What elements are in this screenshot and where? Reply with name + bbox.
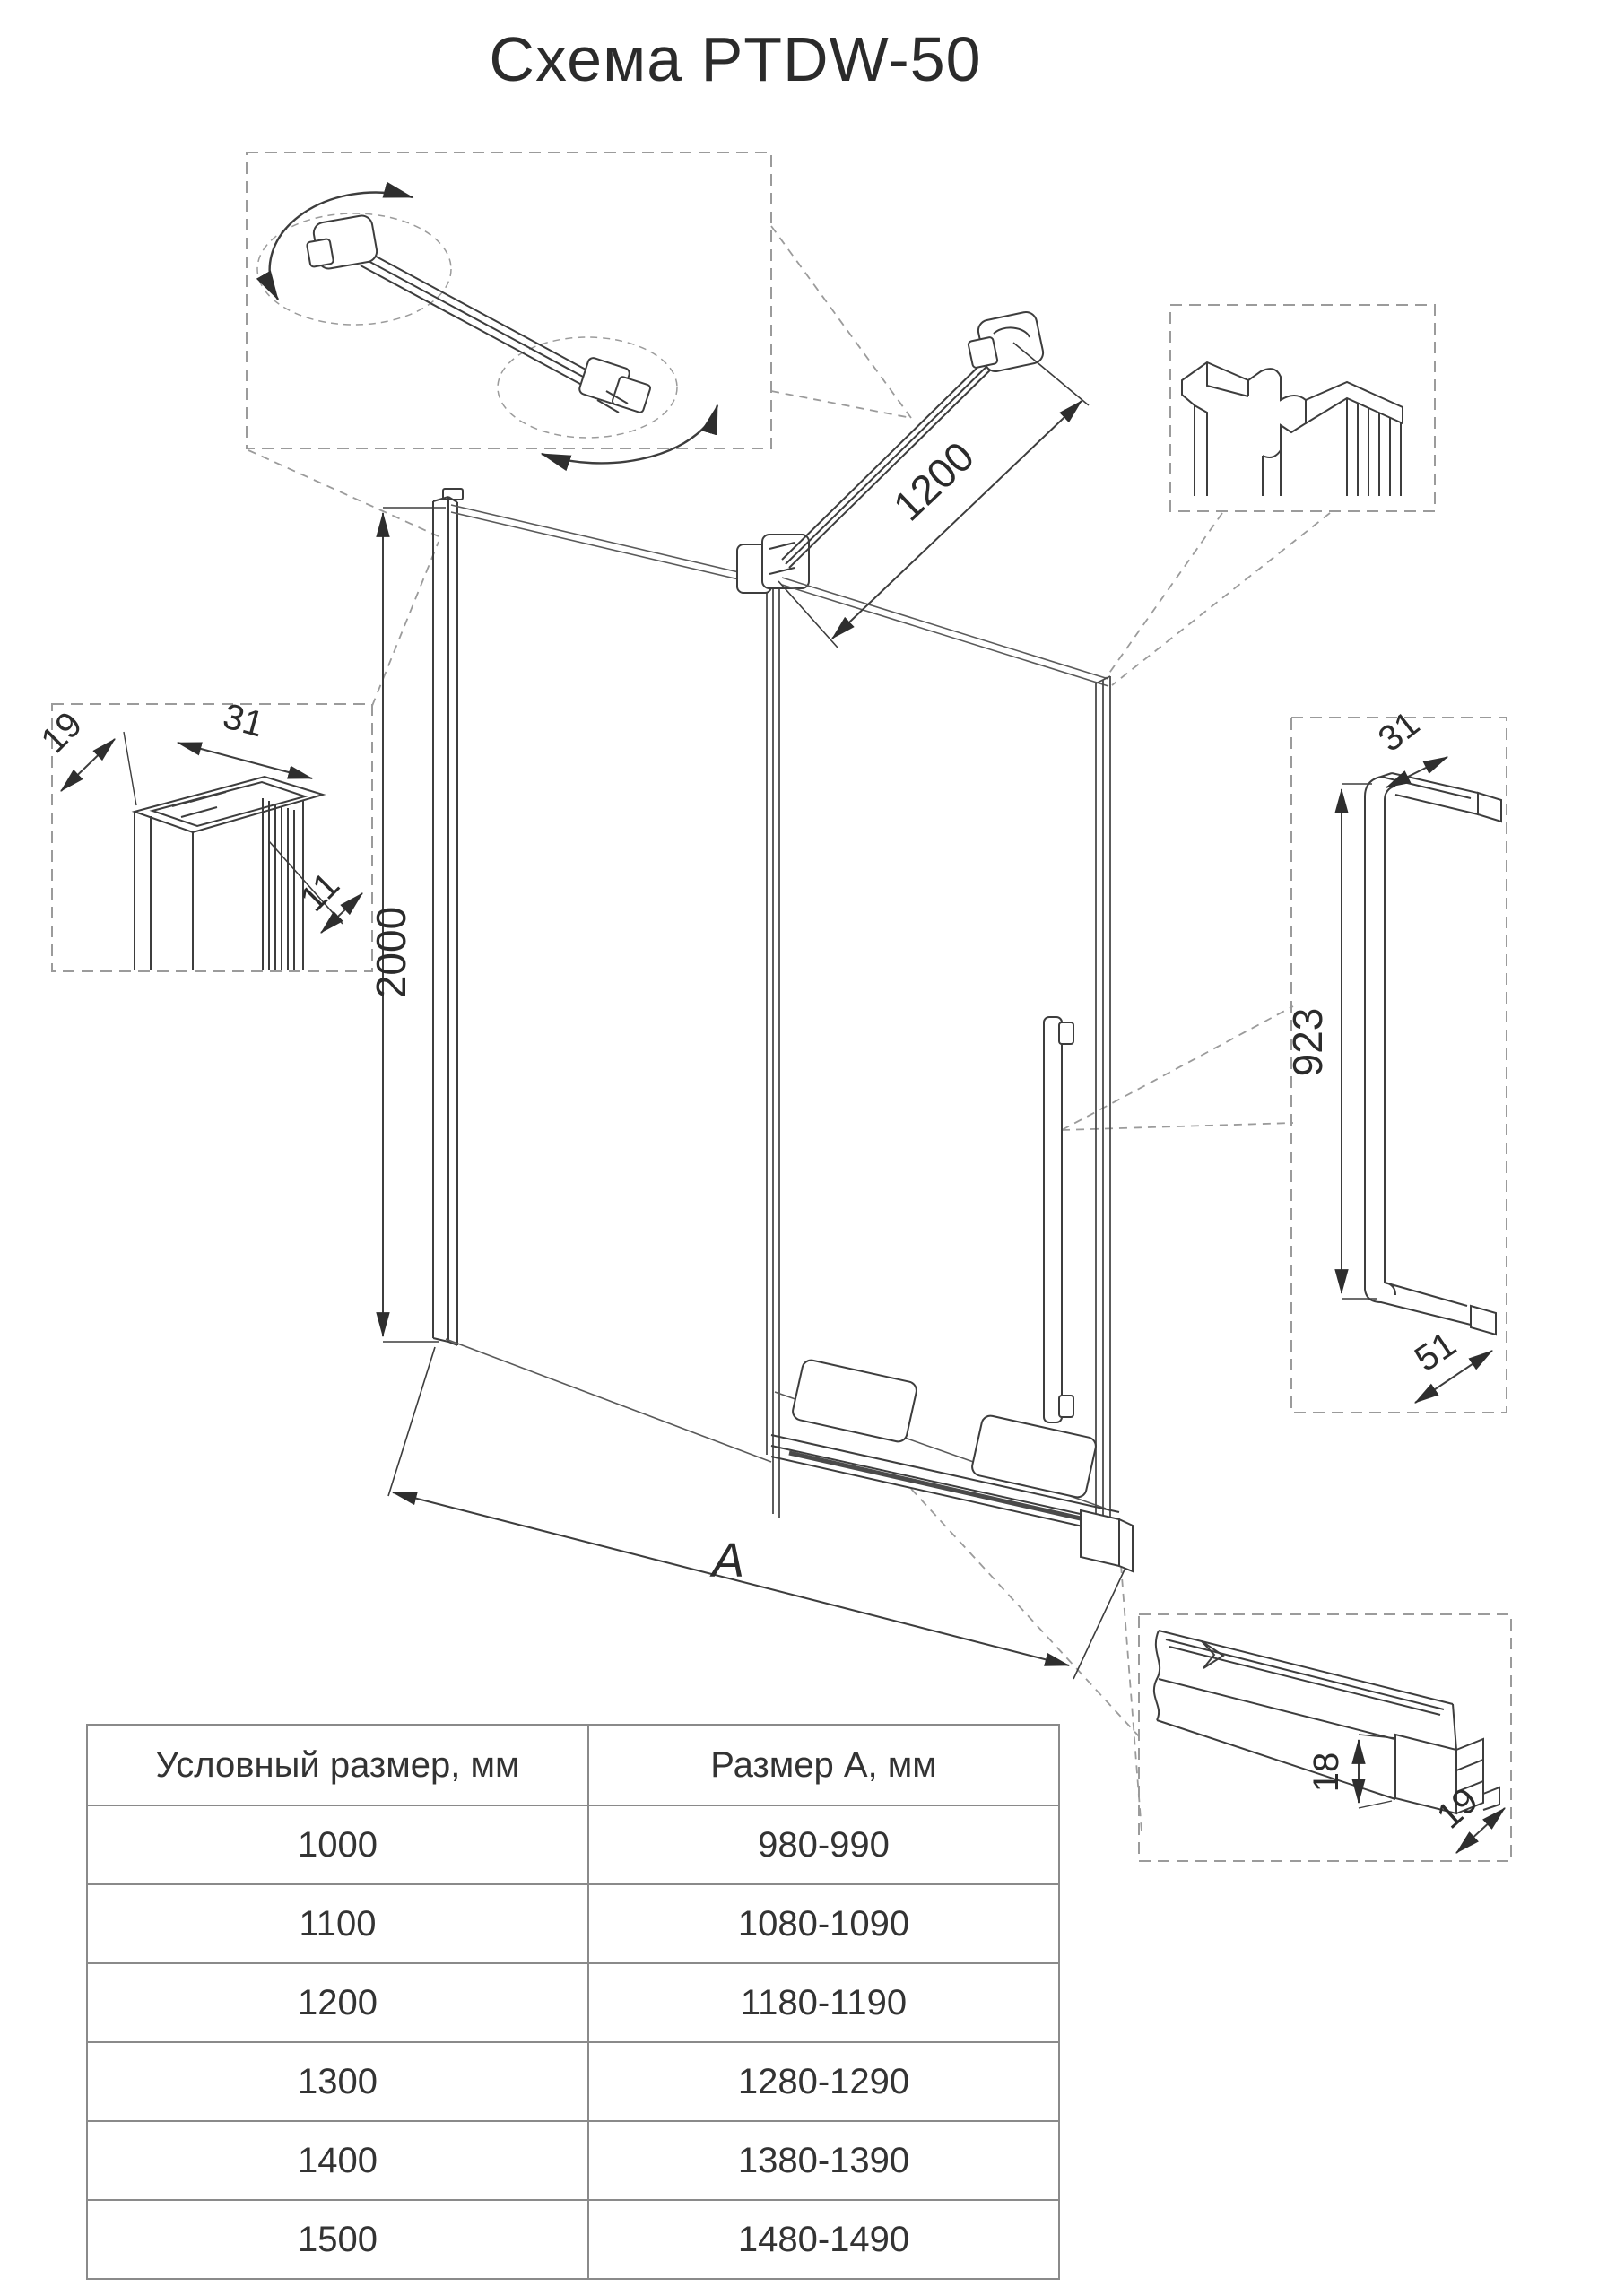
handle-detail bbox=[1284, 704, 1501, 1403]
wall-profile-detail-box bbox=[1170, 305, 1435, 511]
cell-nominal-size: 1500 bbox=[87, 2200, 588, 2279]
cell-nominal-size: 1300 bbox=[87, 2042, 588, 2121]
handle-dims bbox=[1284, 704, 1492, 1403]
wall-profile bbox=[433, 489, 463, 1345]
table-row bbox=[87, 1884, 1059, 1963]
dim-width-A bbox=[388, 1347, 1125, 1679]
dim-bar-1200 bbox=[778, 343, 1089, 648]
profile-depth-label: 19 bbox=[33, 704, 91, 761]
side-profile-detail bbox=[34, 696, 362, 970]
size-table bbox=[86, 1724, 1060, 2280]
side-profile-detail-box bbox=[52, 704, 372, 971]
size-table-header-row bbox=[87, 1725, 1059, 1805]
rail-height-label: 18 bbox=[1307, 1752, 1346, 1793]
fixed-glass-panel bbox=[446, 505, 771, 1462]
main-view bbox=[368, 310, 1133, 1679]
cell-nominal-size: 1200 bbox=[87, 1963, 588, 2042]
handle-width-label: 31 bbox=[1370, 703, 1428, 760]
bottom-rail bbox=[771, 1359, 1133, 1571]
cell-size-a: 1280-1290 bbox=[588, 2042, 1059, 2121]
header-size-a: Размер А, мм bbox=[588, 1725, 1059, 1805]
cell-nominal-size: 1100 bbox=[87, 1884, 588, 1963]
leader-lines bbox=[248, 226, 1330, 1831]
cell-nominal-size: 1000 bbox=[87, 1805, 588, 1884]
table-row bbox=[87, 2200, 1059, 2279]
profile-glass-label: 11 bbox=[292, 865, 348, 920]
cell-nominal-size: 1400 bbox=[87, 2121, 588, 2200]
panel-junction bbox=[767, 574, 779, 1518]
cell-size-a: 1480-1490 bbox=[588, 2200, 1059, 2279]
profile-width-label: 31 bbox=[219, 696, 268, 745]
support-bar-detail-box bbox=[247, 152, 771, 448]
cell-size-a: 1080-1090 bbox=[588, 1884, 1059, 1963]
cell-size-a: 980-990 bbox=[588, 1805, 1059, 1884]
rail-depth-label: 19 bbox=[1429, 1780, 1486, 1837]
table-row bbox=[87, 1963, 1059, 2042]
table-row bbox=[87, 2121, 1059, 2200]
support-bar-detail bbox=[257, 193, 717, 464]
table-row bbox=[87, 1805, 1059, 1884]
width-dim-label: A bbox=[711, 1534, 745, 1587]
cell-size-a: 1180-1190 bbox=[588, 1963, 1059, 2042]
handle-height-label: 923 bbox=[1284, 1007, 1331, 1077]
door-edge-profile bbox=[1096, 676, 1110, 1521]
cell-size-a: 1380-1390 bbox=[588, 2121, 1059, 2200]
support-bar-iso bbox=[307, 214, 651, 413]
header-nominal-size: Условный размер, мм bbox=[87, 1725, 588, 1805]
side-profile-dims bbox=[34, 696, 362, 933]
handle-depth-label: 51 bbox=[1407, 1324, 1464, 1379]
height-dim-label: 2000 bbox=[368, 906, 414, 999]
door-handle bbox=[1044, 1017, 1073, 1422]
table-row bbox=[87, 2042, 1059, 2121]
wall-bracket bbox=[968, 310, 1045, 373]
bar-dim-label: 1200 bbox=[883, 432, 984, 530]
wall-profile-detail bbox=[1182, 362, 1403, 496]
bottom-rail-detail bbox=[1154, 1631, 1505, 1853]
page-title: Схема PTDW-50 bbox=[489, 24, 982, 94]
